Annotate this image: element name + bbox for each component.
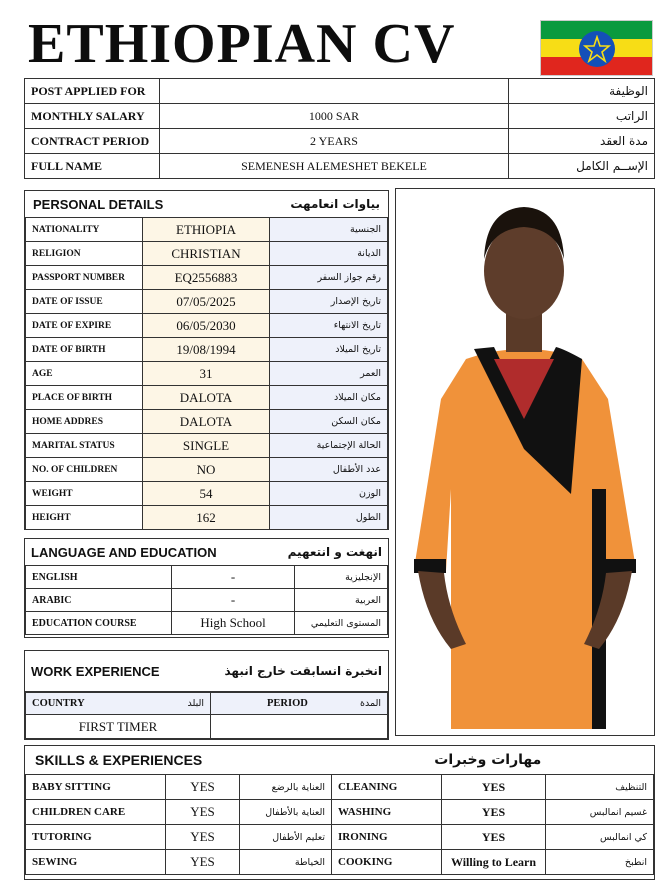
header-row <box>25 129 655 154</box>
header-label-ar: الوظيفة <box>509 79 655 104</box>
skill-label-ar: انطبخ <box>546 850 654 875</box>
skill-label: SEWING <box>26 850 166 875</box>
skill-label-ar: كي انمالبس <box>546 825 654 850</box>
personal-row <box>26 290 388 314</box>
personal-row <box>26 218 388 242</box>
candidate-photo <box>395 188 655 736</box>
personal-row <box>26 338 388 362</box>
skills-title: SKILLS & EXPERIENCES <box>35 752 203 768</box>
skills-section <box>24 745 655 880</box>
header-value <box>160 79 509 104</box>
personal-label-ar: تاريخ الانتهاء <box>270 314 388 338</box>
personal-row <box>26 434 388 458</box>
header-row <box>25 79 655 104</box>
skill-row <box>26 850 654 875</box>
personal-value: CHRISTIAN <box>143 242 270 266</box>
skill-label-ar: الخياطة <box>240 850 332 875</box>
skill-value: Willing to Learn <box>442 850 546 875</box>
skill-value: YES <box>166 800 240 825</box>
skill-value: YES <box>166 850 240 875</box>
personal-value: DALOTA <box>143 410 270 434</box>
personal-row <box>26 314 388 338</box>
skill-row <box>26 775 654 800</box>
work-period-value <box>211 715 388 739</box>
skill-label: COOKING <box>332 850 442 875</box>
period-label-ar: المدة <box>360 698 381 709</box>
personal-row <box>26 506 388 530</box>
header-label: FULL NAME <box>25 154 160 179</box>
period-label: PERIOD <box>267 698 308 709</box>
personal-row <box>26 482 388 506</box>
language-row <box>26 612 388 635</box>
personal-row <box>26 386 388 410</box>
ethiopian-flag-icon <box>540 20 653 76</box>
personal-value: 06/05/2030 <box>143 314 270 338</box>
personal-label-ar: عدد الأطفال <box>270 458 388 482</box>
skills-table <box>25 774 654 875</box>
personal-label: PASSPORT NUMBER <box>26 266 143 290</box>
personal-label-ar: الحالة الإجتماعية <box>270 434 388 458</box>
language-value: - <box>172 566 295 589</box>
skill-value: YES <box>442 800 546 825</box>
header-label: MONTHLY SALARY <box>25 104 160 129</box>
personal-label-ar: الطول <box>270 506 388 530</box>
skill-label: TUTORING <box>26 825 166 850</box>
header-value: 2 YEARS <box>160 129 509 154</box>
skill-label: WASHING <box>332 800 442 825</box>
skill-row <box>26 825 654 850</box>
header-label: POST APPLIED FOR <box>25 79 160 104</box>
personal-label: AGE <box>26 362 143 386</box>
skills-title-ar: مهارات وخبرات <box>434 752 542 768</box>
skill-label-ar: غسيم انمالبس <box>546 800 654 825</box>
language-label-ar: المستوى التعليمي <box>295 612 388 635</box>
skill-label: CLEANING <box>332 775 442 800</box>
personal-label-ar: الجنسية <box>270 218 388 242</box>
header-table <box>24 78 655 179</box>
language-education-title: LANGUAGE AND EDUCATION <box>31 544 217 560</box>
header-label-ar: الإســم الكامل <box>509 154 655 179</box>
header-label-ar: مدة العقد <box>509 129 655 154</box>
personal-label-ar: مكان الميلاد <box>270 386 388 410</box>
personal-label-ar: العمر <box>270 362 388 386</box>
skill-value: YES <box>442 775 546 800</box>
skill-label: BABY SITTING <box>26 775 166 800</box>
personal-label-ar: مكان السكن <box>270 410 388 434</box>
language-education-section <box>24 538 389 638</box>
personal-label: DATE OF EXPIRE <box>26 314 143 338</box>
language-label-ar: العربية <box>295 589 388 612</box>
personal-row <box>26 362 388 386</box>
language-row <box>26 566 388 589</box>
language-value: High School <box>172 612 295 635</box>
work-experience-section <box>24 650 389 740</box>
personal-label: WEIGHT <box>26 482 143 506</box>
personal-label-ar: تاريخ الإصدار <box>270 290 388 314</box>
personal-label: DATE OF ISSUE <box>26 290 143 314</box>
language-education-title-ar: انهغت و انتعهيم <box>287 545 382 559</box>
country-label-ar: البلد <box>187 698 204 709</box>
personal-row <box>26 458 388 482</box>
country-label: COUNTRY <box>32 698 85 709</box>
personal-value: 162 <box>143 506 270 530</box>
personal-value: NO <box>143 458 270 482</box>
personal-value: 07/05/2025 <box>143 290 270 314</box>
personal-label: PLACE OF BIRTH <box>26 386 143 410</box>
personal-details-title: PERSONAL DETAILS <box>33 196 164 212</box>
personal-label: NATIONALITY <box>26 218 143 242</box>
language-label: ARABIC <box>26 589 172 612</box>
work-table <box>25 692 388 739</box>
personal-label: MARITAL STATUS <box>26 434 143 458</box>
skill-label: CHILDREN CARE <box>26 800 166 825</box>
skill-row <box>26 800 654 825</box>
skill-value: YES <box>166 825 240 850</box>
skill-value: YES <box>166 775 240 800</box>
work-entry: FIRST TIMER <box>26 715 211 739</box>
language-label: EDUCATION COURSE <box>26 612 172 635</box>
personal-label: RELIGION <box>26 242 143 266</box>
header-value: 1000 SAR <box>160 104 509 129</box>
work-experience-title: WORK EXPERIENCE <box>31 663 160 679</box>
skill-label-ar: تعليم الأطفال <box>240 825 332 850</box>
header-row <box>25 154 655 179</box>
personal-label-ar: رقم جواز السفر <box>270 266 388 290</box>
personal-label: DATE OF BIRTH <box>26 338 143 362</box>
personal-label-ar: تاريخ الميلاد <box>270 338 388 362</box>
personal-label: HEIGHT <box>26 506 143 530</box>
personal-value: EQ2556883 <box>143 266 270 290</box>
header-label-ar: الراتب <box>509 104 655 129</box>
personal-row <box>26 410 388 434</box>
cv-title: ETHIOPIAN CV <box>28 13 456 75</box>
personal-value: DALOTA <box>143 386 270 410</box>
personal-value: 19/08/1994 <box>143 338 270 362</box>
skill-label-ar: العناية بالأطفال <box>240 800 332 825</box>
language-table <box>25 565 388 635</box>
header-label: CONTRACT PERIOD <box>25 129 160 154</box>
personal-row <box>26 242 388 266</box>
header-value: SEMENESH ALEMESHET BEKELE <box>160 154 509 179</box>
language-row <box>26 589 388 612</box>
skill-label: IRONING <box>332 825 442 850</box>
personal-details-section <box>24 190 389 530</box>
personal-value: 31 <box>143 362 270 386</box>
language-value: - <box>172 589 295 612</box>
skill-value: YES <box>442 825 546 850</box>
personal-details-title-ar: بياوات انعامهت <box>290 197 380 211</box>
personal-label: HOME ADDRES <box>26 410 143 434</box>
personal-value: SINGLE <box>143 434 270 458</box>
language-label-ar: الإنجليزية <box>295 566 388 589</box>
skill-label-ar: العناية بالرضع <box>240 775 332 800</box>
language-label: ENGLISH <box>26 566 172 589</box>
header-row <box>25 104 655 129</box>
personal-row <box>26 266 388 290</box>
skill-label-ar: التنظيف <box>546 775 654 800</box>
personal-label: NO. OF CHILDREN <box>26 458 143 482</box>
work-experience-title-ar: انخبرة انسابقت خارج انبهذ <box>224 664 382 678</box>
personal-label-ar: الديانة <box>270 242 388 266</box>
personal-value: ETHIOPIA <box>143 218 270 242</box>
personal-label-ar: الوزن <box>270 482 388 506</box>
personal-details-table <box>25 217 388 530</box>
personal-value: 54 <box>143 482 270 506</box>
